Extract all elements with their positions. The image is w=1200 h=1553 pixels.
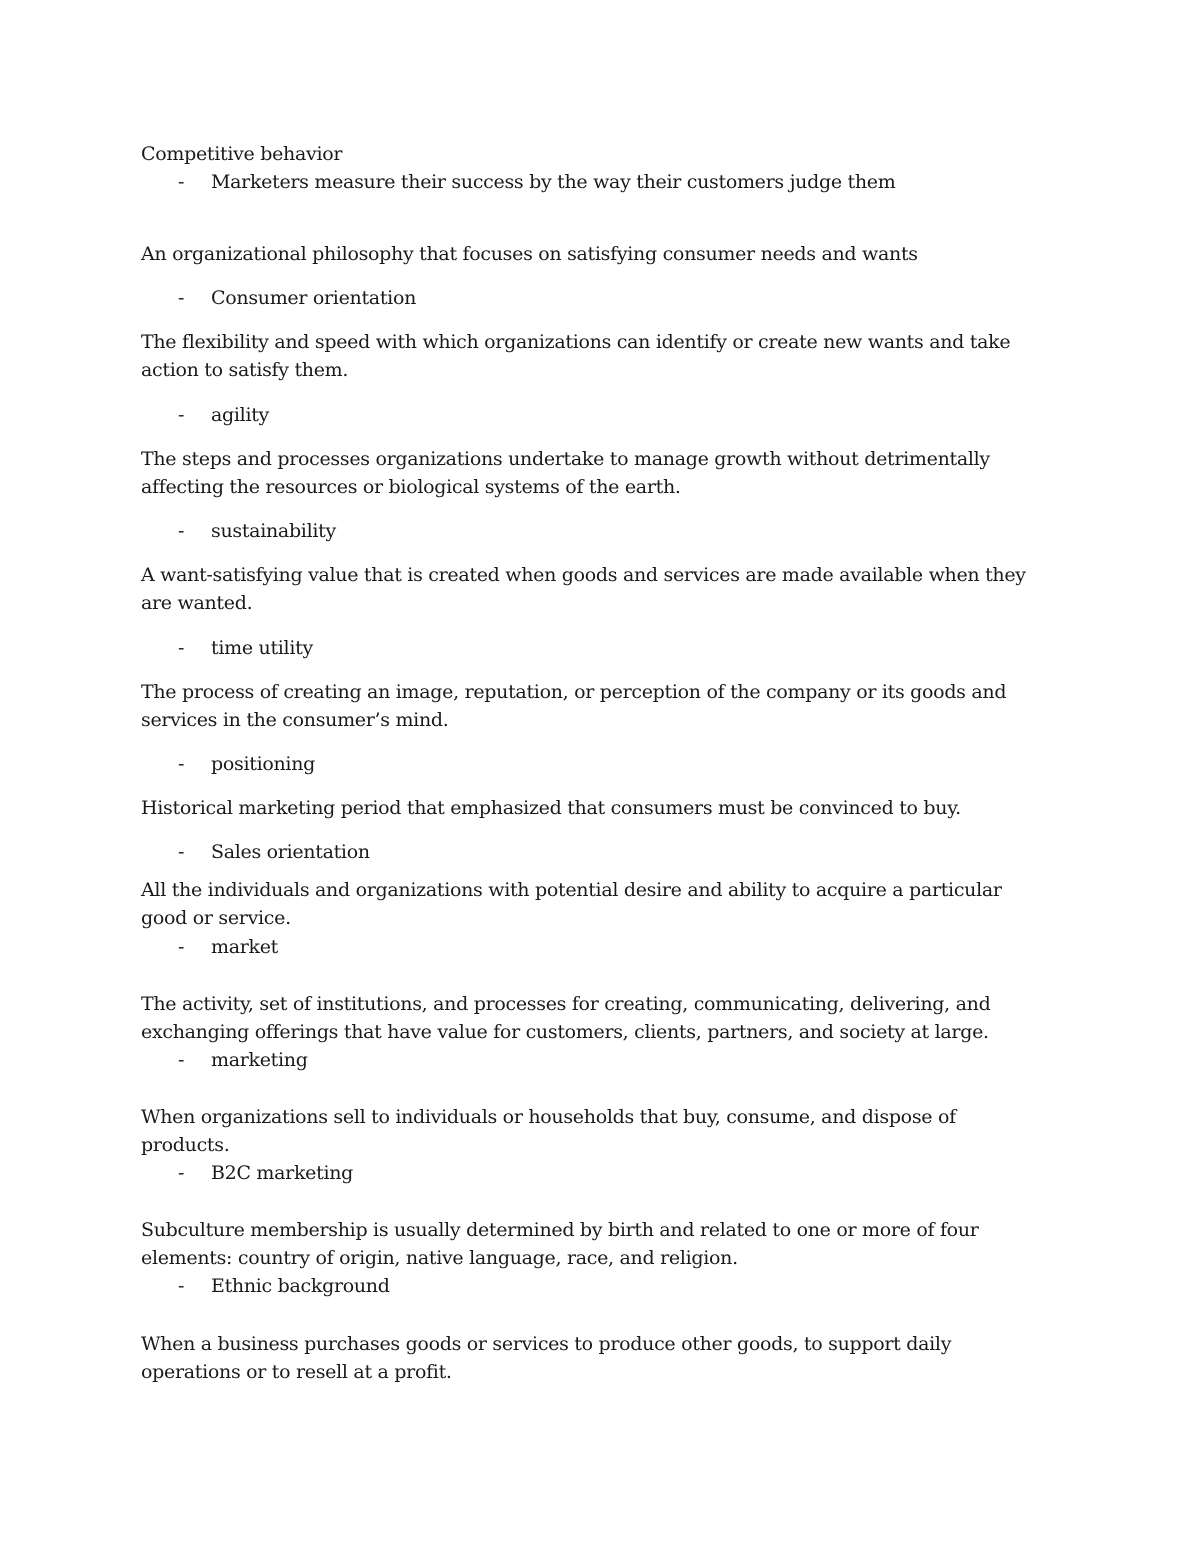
bullet-dash: -: [178, 1275, 185, 1297]
definition-line: services in the consumer’s mind.: [141, 709, 449, 731]
term-answer: positioning: [211, 753, 315, 775]
definition-line: elements: country of origin, native language, race, and religion.: [141, 1247, 738, 1269]
term-answer: Consumer orientation: [211, 287, 417, 309]
term-answer: market: [211, 936, 279, 958]
definition-line: are wanted.: [141, 592, 253, 614]
bullet-dash: -: [178, 936, 185, 958]
term-answer: marketing: [211, 1049, 308, 1071]
definition-line: products.: [141, 1134, 230, 1156]
bullet-dash: -: [178, 1049, 185, 1071]
term-answer: Ethnic background: [211, 1275, 390, 1297]
term-answer: agility: [211, 404, 269, 426]
definition-line: The flexibility and speed with which organizations can identify or create new wants and take: [141, 331, 1011, 353]
definition-line: When organizations sell to individuals or households that buy, consume, and dispose of: [141, 1106, 956, 1128]
definition-line: action to satisfy them.: [141, 359, 349, 381]
term-answer: Marketers measure their success by the way their customers judge them: [211, 171, 896, 193]
definition-line: operations or to resell at a profit.: [141, 1361, 452, 1383]
bullet-dash: -: [178, 637, 185, 659]
bullet-dash: -: [178, 753, 185, 775]
term-answer: time utility: [211, 637, 313, 659]
bullet-dash: -: [178, 404, 185, 426]
definition-line: The activity, set of institutions, and processes for creating, communicating, delivering, and: [141, 993, 991, 1015]
definition-line: A want-satisfying value that is created when goods and services are made available when they: [141, 564, 1026, 586]
definition-line: Competitive behavior: [141, 143, 343, 165]
definition-line: exchanging offerings that have value for customers, clients, partners, and society at large.: [141, 1021, 989, 1043]
definition-line: All the individuals and organizations with potential desire and ability to acquire a particular: [141, 879, 1002, 901]
definition-line: The steps and processes organizations undertake to manage growth without detrimentally: [141, 448, 990, 470]
term-answer: Sales orientation: [211, 841, 370, 863]
definition-line: Subculture membership is usually determined by birth and related to one or more of four: [141, 1219, 979, 1241]
definition-line: When a business purchases goods or services to produce other goods, to support daily: [141, 1333, 952, 1355]
term-answer: B2C marketing: [211, 1162, 354, 1184]
definition-line: affecting the resources or biological systems of the earth.: [141, 476, 681, 498]
bullet-dash: -: [178, 1162, 185, 1184]
definition-line: An organizational philosophy that focuses on satisfying consumer needs and wants: [141, 243, 918, 265]
definition-line: Historical marketing period that emphasized that consumers must be convinced to buy.: [141, 797, 961, 819]
bullet-dash: -: [178, 171, 185, 193]
term-answer: sustainability: [211, 520, 336, 542]
definition-line: good or service.: [141, 907, 291, 929]
bullet-dash: -: [178, 287, 185, 309]
definition-line: The process of creating an image, reputation, or perception of the company or its goods and: [141, 681, 1007, 703]
bullet-dash: -: [178, 520, 185, 542]
bullet-dash: -: [178, 841, 185, 863]
